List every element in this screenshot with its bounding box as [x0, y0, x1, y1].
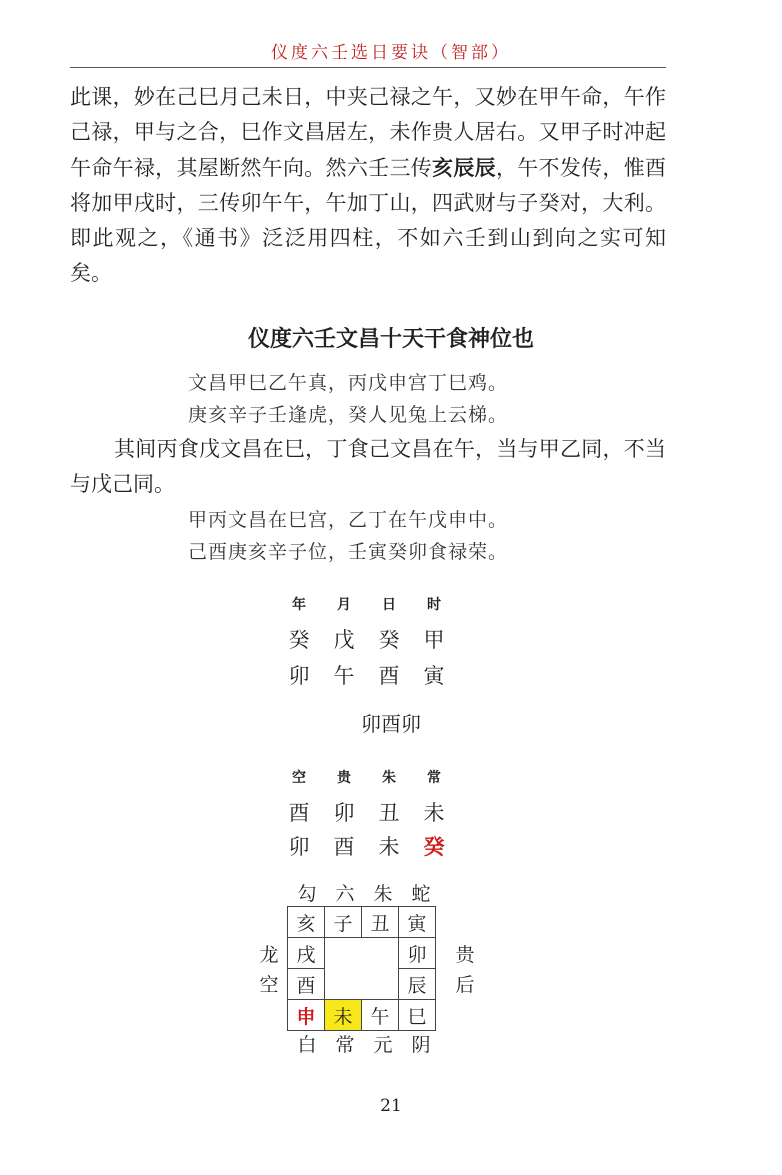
board-top-label: 蛇: [411, 883, 431, 905]
board-cell: 丑: [362, 907, 399, 938]
header-divider: [70, 67, 666, 68]
sike-label: 空: [292, 770, 306, 786]
paragraph-bold-text: 亥辰辰: [432, 155, 496, 180]
board-cell: 辰: [399, 969, 436, 1000]
board-cell: 子: [325, 907, 362, 938]
san-chuan: 卯酉卯: [361, 712, 421, 736]
board-cell: 亥: [288, 907, 325, 938]
page-number: 21: [380, 1096, 402, 1116]
board-top-label: 勾: [297, 883, 317, 905]
board-bottom-label: 阴: [411, 1034, 431, 1056]
branch-cell: 午: [333, 664, 355, 688]
section-title: 仪度六壬文昌十天干食神位也: [247, 327, 534, 352]
running-header: 仪度六壬选日要诀（智部）: [271, 43, 511, 63]
paragraph-note: 其间丙食戊文昌在巳，丁食己文昌在午，当与甲乙同，不当与戊己同。: [70, 437, 666, 496]
stem-cell: 甲: [423, 628, 445, 652]
branch-cell: 酉: [378, 664, 400, 688]
board-top-label: 六: [335, 883, 355, 905]
paragraph-text-b: ，午不发传，惟酉将加甲戌时，三传卯午午，午加丁山，四武财与子癸对，大利。即此观之，《通书》泛泛用四柱，不如六壬到山到向之实可知矣。: [70, 156, 667, 285]
stem-cell: 癸: [378, 628, 400, 652]
pillar-label-hour: 时: [427, 597, 441, 613]
board-row: [288, 1000, 436, 1031]
board-center: [325, 938, 362, 969]
pillar-label-month: 月: [337, 597, 351, 613]
board-cell: 戌: [288, 938, 325, 969]
branch-cell: 卯: [288, 664, 310, 688]
verse-line-3: 甲丙文昌在巳宫，乙丁在午戊申中。: [188, 509, 509, 531]
board-row: [288, 969, 436, 1000]
stem-cell: 癸: [288, 628, 310, 652]
board-center: [362, 938, 399, 969]
sike-cell: 丑: [378, 801, 400, 825]
board-bottom-label: 常: [335, 1034, 355, 1056]
board-cell: 寅: [399, 907, 436, 938]
board-bottom-label: 白: [297, 1034, 317, 1056]
sike-cell: 酉: [333, 835, 355, 859]
board-center: [362, 969, 399, 1000]
sike-cell: 卯: [288, 835, 310, 859]
sike-label: 贵: [337, 770, 351, 786]
board-cell: 午: [362, 1000, 399, 1031]
paragraph-text-a: 此课，妙在己巳月己未日，中夹己禄之午，又妙在甲午命，午作己禄，甲与之合，巳作文昌居左，未作贵人居右。又甲子时冲起午命午禄，其屋断然午向。然六壬三传: [70, 85, 666, 180]
sike-label: 朱: [382, 770, 396, 786]
board-row: [288, 938, 436, 969]
sike-cell: 未: [378, 835, 400, 859]
board-cell-red: 申: [288, 1000, 325, 1031]
sike-cell: 酉: [288, 801, 310, 825]
pillar-label-day: 日: [382, 597, 396, 613]
board-row: [288, 907, 436, 938]
stem-cell: 戊: [333, 628, 355, 652]
board-left-label: 空: [259, 974, 279, 996]
pillar-label-year: 年: [292, 597, 306, 613]
board-grid: [287, 906, 436, 1031]
verse-line-1: 文昌甲巳乙午真，丙戊申宫丁巳鸡。: [188, 372, 509, 394]
board-top-label: 朱: [373, 883, 393, 905]
branch-cell: 寅: [423, 664, 445, 688]
sike-cell: 未: [423, 801, 445, 825]
board-center: [325, 969, 362, 1000]
board-cell: 卯: [399, 938, 436, 969]
board-right-label: 贵: [455, 944, 475, 966]
sike-cell-highlighted: 癸: [423, 834, 445, 859]
paragraph-commentary: [70, 80, 666, 291]
board-cell: 巳: [399, 1000, 436, 1031]
board-left-label: 龙: [259, 944, 279, 966]
board-cell-highlighted: 未: [325, 1000, 362, 1031]
board-right-label: 后: [455, 974, 475, 996]
board-bottom-label: 元: [373, 1034, 393, 1056]
verse-line-4: 己酉庚亥辛子位，壬寅癸卯食禄荣。: [188, 541, 509, 563]
verse-line-2: 庚亥辛子壬逢虎，癸人见兔上云梯。: [188, 404, 509, 426]
sike-cell: 卯: [333, 801, 355, 825]
sike-label: 常: [427, 770, 441, 786]
board-cell: 酉: [288, 969, 325, 1000]
